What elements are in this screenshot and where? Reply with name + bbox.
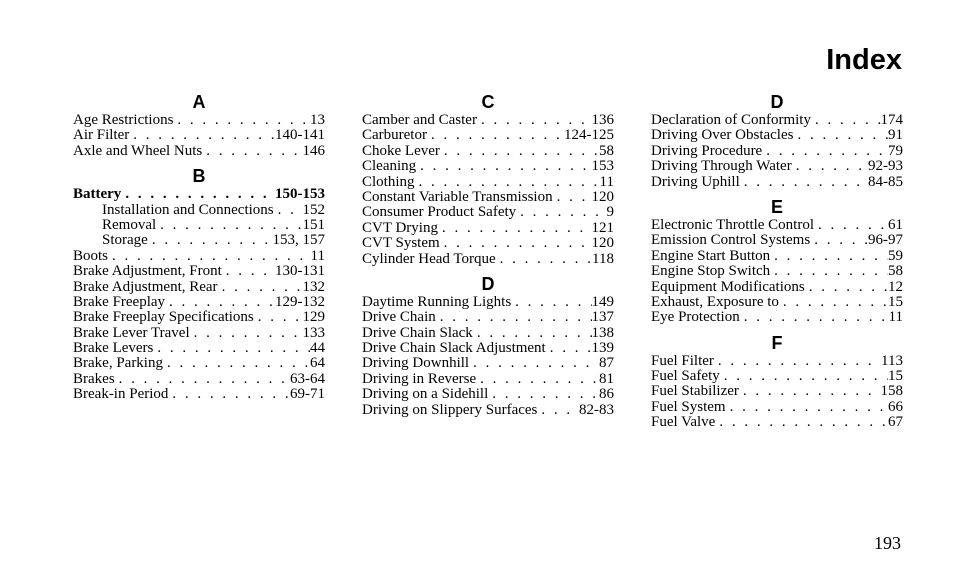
dot-leader bbox=[473, 326, 592, 341]
entry-page: 174 bbox=[880, 113, 903, 128]
entry-page: 84-85 bbox=[868, 174, 903, 190]
section-letter: F bbox=[771, 332, 783, 353]
index-section-b bbox=[73, 165, 325, 402]
section-letter: C bbox=[481, 92, 495, 112]
entry-term: Exhaust, Exposure to bbox=[651, 294, 779, 310]
entry-term: Fuel Filter bbox=[651, 353, 714, 369]
index-entry bbox=[651, 175, 903, 190]
index-column-2 bbox=[362, 91, 614, 424]
index-entry bbox=[73, 341, 325, 356]
entry-page: 152 bbox=[302, 202, 325, 218]
entry-page: 86 bbox=[599, 387, 614, 403]
entry-page: 129-132 bbox=[275, 294, 325, 310]
index-entry bbox=[651, 128, 903, 143]
entry-term: Driving Uphill bbox=[651, 174, 740, 190]
entry-page: 136 bbox=[591, 113, 614, 128]
entry-term: Brake Freeplay bbox=[73, 294, 166, 310]
index-entry bbox=[651, 218, 903, 233]
index-entry bbox=[362, 190, 614, 205]
entry-page: 151 bbox=[302, 217, 325, 233]
entry-page: 113 bbox=[881, 353, 903, 369]
entry-page: 66 bbox=[888, 399, 903, 415]
dot-leader bbox=[770, 249, 888, 264]
entry-page: 59 bbox=[888, 248, 903, 264]
index-entry bbox=[362, 356, 614, 371]
entry-term: Fuel System bbox=[651, 399, 726, 415]
index-entry bbox=[362, 341, 614, 356]
entry-term: Cleaning bbox=[362, 159, 417, 175]
entry-term: Driving Downhill bbox=[362, 356, 470, 372]
entry-page: 139 bbox=[591, 341, 614, 357]
dot-leader bbox=[792, 159, 868, 174]
entry-term: Constant Variable Transmission bbox=[362, 189, 553, 205]
entry-term: Storage bbox=[102, 233, 148, 249]
entry-term: Drive Chain Slack Adjustment bbox=[362, 341, 546, 357]
dot-leader bbox=[190, 326, 303, 341]
dot-leader bbox=[739, 384, 881, 399]
index-entry bbox=[73, 356, 325, 371]
entry-page: 87 bbox=[599, 356, 614, 372]
index-section-f bbox=[651, 332, 903, 431]
dot-leader bbox=[762, 144, 888, 159]
entry-term: Emission Control Systems bbox=[651, 233, 811, 249]
dot-leader bbox=[254, 310, 303, 325]
index-entry bbox=[651, 280, 903, 295]
index-section-e bbox=[651, 196, 903, 326]
dot-leader bbox=[173, 113, 310, 128]
index-entry bbox=[73, 372, 325, 387]
entry-page: 124-125 bbox=[564, 128, 614, 144]
entry-term: CVT Drying bbox=[362, 220, 438, 236]
index-entry bbox=[73, 310, 325, 325]
index-entry bbox=[651, 310, 903, 325]
entry-page: 150-153 bbox=[275, 187, 325, 203]
entry-page: 11 bbox=[599, 174, 614, 190]
dot-leader bbox=[121, 187, 275, 202]
entry-page: 81 bbox=[599, 371, 614, 387]
index-entry bbox=[73, 144, 325, 159]
entry-page: 69-71 bbox=[290, 387, 325, 403]
entry-term: Fuel Stabilizer bbox=[651, 384, 739, 400]
entry-page: 96-97 bbox=[868, 233, 903, 249]
entry-term: Driving Through Water bbox=[651, 159, 792, 175]
dot-leader bbox=[416, 159, 591, 174]
entry-term: Equipment Modifications bbox=[651, 279, 805, 295]
index-entry bbox=[651, 415, 903, 430]
dot-leader bbox=[810, 233, 868, 248]
entry-term: Drive Chain bbox=[362, 310, 436, 326]
index-column-1 bbox=[73, 91, 325, 409]
entry-term: Cylinder Head Torque bbox=[362, 251, 496, 267]
dot-leader bbox=[715, 415, 888, 430]
dot-leader bbox=[714, 354, 881, 369]
entry-term: Boots bbox=[73, 248, 109, 264]
index-entry bbox=[362, 128, 614, 143]
section-letter: D bbox=[770, 92, 784, 112]
dot-leader bbox=[476, 372, 599, 387]
dot-leader bbox=[156, 218, 302, 233]
index-entry bbox=[362, 403, 614, 418]
entry-term: Daytime Running Lights bbox=[362, 294, 512, 310]
entry-page: 15 bbox=[888, 294, 903, 310]
dot-leader bbox=[720, 369, 888, 384]
index-entry bbox=[362, 310, 614, 325]
index-entry bbox=[651, 400, 903, 415]
dot-leader bbox=[222, 264, 275, 279]
index-entry bbox=[73, 326, 325, 341]
entry-page: 64 bbox=[310, 356, 325, 372]
entry-page: 153, 157 bbox=[272, 233, 325, 249]
dot-leader bbox=[793, 128, 888, 143]
index-entry bbox=[651, 264, 903, 279]
index-entry bbox=[651, 113, 903, 128]
dot-leader bbox=[163, 356, 310, 371]
entry-page: 137 bbox=[591, 310, 614, 326]
entry-page: 11 bbox=[310, 248, 325, 264]
entry-term: Fuel Safety bbox=[651, 369, 720, 385]
entry-term: Brake Lever Travel bbox=[73, 325, 190, 341]
entry-term: Driving Procedure bbox=[651, 143, 763, 159]
entry-page: 138 bbox=[591, 325, 614, 341]
index-entry bbox=[651, 354, 903, 369]
index-subentry bbox=[73, 218, 325, 233]
index-entry bbox=[651, 233, 903, 248]
index-entry bbox=[73, 280, 325, 295]
dot-leader bbox=[427, 128, 564, 143]
index-section-c bbox=[362, 91, 614, 267]
entry-term: Brake Freeplay Specifications bbox=[73, 310, 254, 326]
dot-leader bbox=[202, 144, 302, 159]
index-entry bbox=[362, 113, 614, 128]
dot-leader bbox=[537, 403, 579, 418]
entry-term: Air Filter bbox=[73, 128, 130, 144]
section-letter: E bbox=[770, 196, 783, 217]
entry-page: 140-141 bbox=[275, 128, 325, 144]
dot-leader bbox=[218, 280, 303, 295]
entry-term: Installation and Connections bbox=[102, 202, 274, 218]
entry-term: Brakes bbox=[73, 371, 115, 387]
entry-page: 44 bbox=[310, 341, 325, 357]
entry-term: Electronic Throttle Control bbox=[651, 217, 815, 233]
dot-leader bbox=[153, 341, 310, 356]
dot-leader bbox=[115, 372, 290, 387]
entry-page: 67 bbox=[888, 415, 903, 431]
dot-leader bbox=[546, 341, 592, 356]
dot-leader bbox=[168, 387, 290, 402]
dot-leader bbox=[553, 190, 592, 205]
entry-page: 153 bbox=[591, 159, 614, 175]
entry-page: 132 bbox=[302, 279, 325, 295]
entry-page: 61 bbox=[888, 217, 903, 233]
index-entry bbox=[362, 387, 614, 402]
entry-term: Choke Lever bbox=[362, 143, 440, 159]
index-entry bbox=[362, 159, 614, 174]
entry-page: 120 bbox=[591, 236, 614, 252]
entry-page: 146 bbox=[302, 143, 325, 159]
index-entry bbox=[73, 187, 325, 202]
entry-term: Break-in Period bbox=[73, 387, 169, 403]
entry-page: 158 bbox=[880, 384, 903, 400]
entry-term: Driving Over Obstacles bbox=[651, 128, 794, 144]
entry-term: Battery bbox=[73, 187, 122, 203]
index-entry bbox=[73, 387, 325, 402]
dot-leader bbox=[436, 310, 592, 325]
dot-leader bbox=[274, 203, 303, 218]
dot-leader bbox=[438, 221, 592, 236]
entry-page: 92-93 bbox=[868, 159, 903, 175]
entry-term: Drive Chain Slack bbox=[362, 325, 473, 341]
dot-leader bbox=[415, 175, 600, 190]
entry-page: 91 bbox=[888, 128, 903, 144]
entry-page: 121 bbox=[591, 220, 614, 236]
index-section-d bbox=[651, 91, 903, 190]
entry-term: Axle and Wheel Nuts bbox=[73, 143, 203, 159]
index-entry bbox=[651, 384, 903, 399]
entry-term: Camber and Caster bbox=[362, 113, 477, 128]
section-letter: B bbox=[192, 166, 206, 187]
dot-leader bbox=[165, 295, 275, 310]
entry-term: Removal bbox=[102, 217, 157, 233]
section-letter: D bbox=[481, 273, 495, 294]
entry-term: Driving on Slippery Surfaces bbox=[362, 402, 538, 418]
entry-page: 13 bbox=[310, 113, 325, 128]
page-number: 193 bbox=[874, 533, 901, 553]
section-letter: A bbox=[192, 92, 206, 112]
index-section-a bbox=[73, 91, 325, 159]
entry-page: 133 bbox=[302, 325, 325, 341]
entry-term: Age Restrictions bbox=[73, 113, 174, 128]
index-entry bbox=[73, 295, 325, 310]
index-entry bbox=[651, 369, 903, 384]
entry-term: CVT System bbox=[362, 236, 440, 252]
entry-page: 118 bbox=[592, 251, 614, 267]
index-entry bbox=[362, 295, 614, 310]
index-entry bbox=[73, 128, 325, 143]
index-entry bbox=[651, 159, 903, 174]
dot-leader bbox=[516, 205, 606, 220]
index-entry bbox=[362, 205, 614, 220]
entry-page: 129 bbox=[302, 310, 325, 326]
entry-term: Driving in Reverse bbox=[362, 371, 477, 387]
entry-page: 120 bbox=[591, 189, 614, 205]
entry-page: 130-131 bbox=[275, 264, 325, 280]
index-entry bbox=[651, 144, 903, 159]
index-subentry bbox=[73, 233, 325, 248]
index-entry bbox=[651, 295, 903, 310]
index-subentry bbox=[73, 203, 325, 218]
dot-leader bbox=[805, 280, 888, 295]
dot-leader bbox=[726, 400, 888, 415]
dot-leader bbox=[740, 310, 889, 325]
index-column-3 bbox=[651, 91, 903, 437]
dot-leader bbox=[779, 295, 888, 310]
dot-leader bbox=[811, 113, 881, 128]
dot-leader bbox=[129, 128, 275, 143]
index-entry bbox=[73, 264, 325, 279]
index-entry bbox=[362, 175, 614, 190]
dot-leader bbox=[440, 144, 599, 159]
entry-page: 58 bbox=[599, 143, 614, 159]
entry-page: 11 bbox=[888, 310, 903, 326]
entry-term: Driving on a Sidehill bbox=[362, 387, 489, 403]
dot-leader bbox=[488, 387, 599, 402]
entry-term: Eye Protection bbox=[651, 310, 740, 326]
index-entry bbox=[73, 249, 325, 264]
index-entry bbox=[362, 372, 614, 387]
dot-leader bbox=[770, 264, 888, 279]
entry-page: 9 bbox=[606, 205, 614, 221]
entry-page: 149 bbox=[591, 294, 614, 310]
index-entry bbox=[362, 144, 614, 159]
entry-page: 63-64 bbox=[290, 371, 325, 387]
entry-term: Brake Adjustment, Rear bbox=[73, 279, 218, 295]
entry-term: Fuel Valve bbox=[651, 415, 716, 431]
dot-leader bbox=[740, 175, 868, 190]
entry-page: 79 bbox=[888, 143, 903, 159]
entry-page: 82-83 bbox=[579, 402, 614, 418]
dot-leader bbox=[511, 295, 591, 310]
index-entry bbox=[362, 221, 614, 236]
entry-term: Clothing bbox=[362, 174, 415, 190]
index-entry bbox=[651, 249, 903, 264]
entry-term: Brake, Parking bbox=[73, 356, 163, 372]
dot-leader bbox=[469, 356, 599, 371]
dot-leader bbox=[477, 113, 592, 128]
entry-term: Brake Levers bbox=[73, 341, 154, 357]
dot-leader bbox=[814, 218, 888, 233]
dot-leader bbox=[496, 252, 592, 267]
dot-leader bbox=[108, 249, 311, 264]
index-entry bbox=[362, 252, 614, 267]
dot-leader bbox=[440, 236, 592, 251]
entry-term: Engine Stop Switch bbox=[651, 264, 771, 280]
entry-term: Carburetor bbox=[362, 128, 427, 144]
entry-page: 12 bbox=[888, 279, 903, 295]
entry-term: Declaration of Conformity bbox=[651, 113, 811, 128]
entry-term: Engine Start Button bbox=[651, 248, 771, 264]
index-entry bbox=[73, 113, 325, 128]
entry-term: Brake Adjustment, Front bbox=[73, 264, 222, 280]
page-title: Index bbox=[826, 44, 902, 76]
dot-leader bbox=[148, 233, 273, 248]
index-entry bbox=[362, 236, 614, 251]
entry-page: 58 bbox=[888, 264, 903, 280]
index-entry bbox=[362, 326, 614, 341]
entry-term: Consumer Product Safety bbox=[362, 205, 517, 221]
entry-page: 15 bbox=[888, 369, 903, 385]
index-section-d bbox=[362, 273, 614, 418]
